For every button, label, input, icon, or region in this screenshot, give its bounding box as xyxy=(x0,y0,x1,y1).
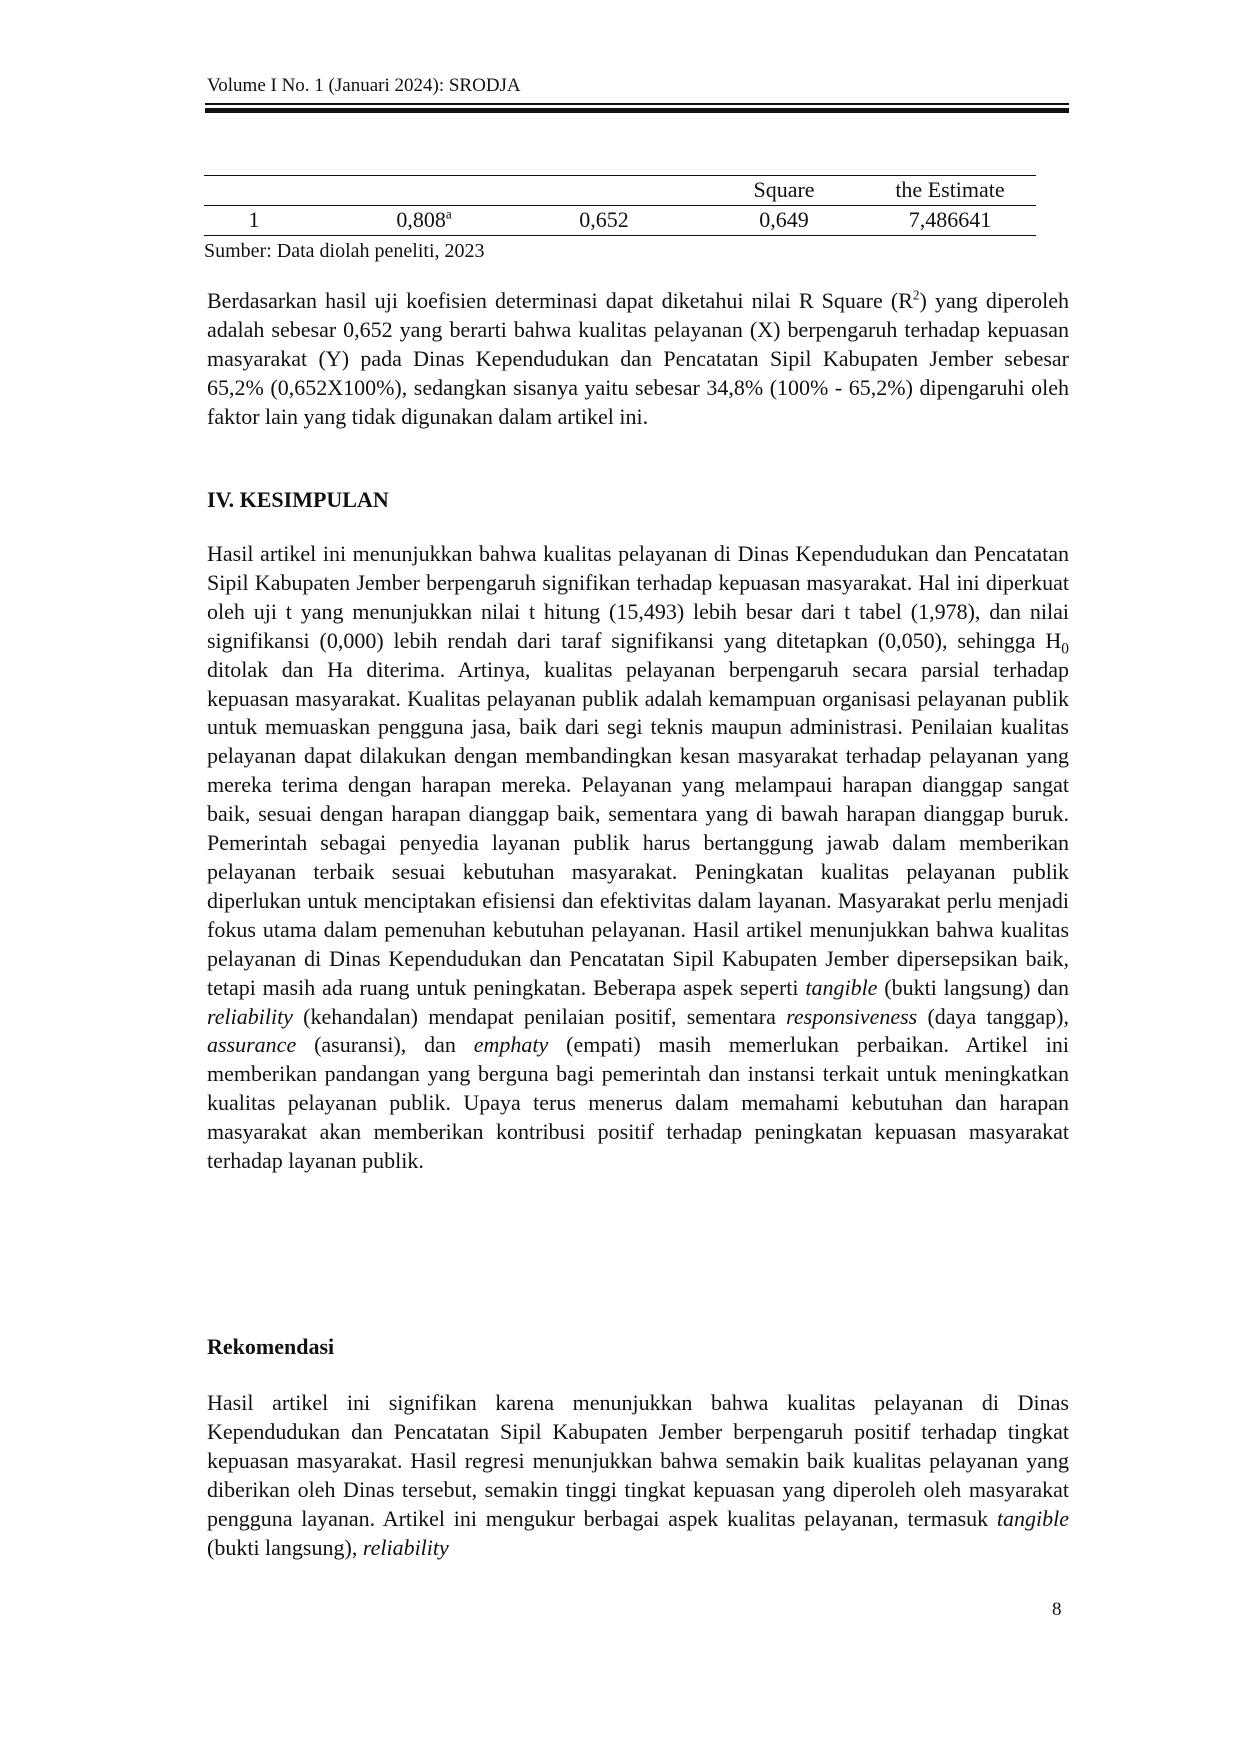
cell-r-square: 0,652 xyxy=(579,207,629,232)
subheading-rekomendasi: Rekomendasi xyxy=(207,1334,335,1359)
header-rule-thick xyxy=(205,108,1069,113)
page-number: 8 xyxy=(1052,1599,1062,1620)
cell-model: 1 xyxy=(248,207,260,232)
cell-std-error: 7,486641 xyxy=(908,207,992,232)
section-heading-kesimpulan: IV. KESIMPULAN xyxy=(207,487,389,512)
cell-r: 0,808$^a$ xyxy=(396,206,452,232)
cell-adjusted-r-square: 0,649 xyxy=(759,207,809,232)
table-rule-top xyxy=(204,175,1036,176)
header-cell-estimate: the Estimate xyxy=(895,177,1005,202)
table-source-note: Sumber: Data diolah peneliti, 2023 xyxy=(204,240,485,262)
running-header: Volume I No. 1 (Januari 2024): SRODJA xyxy=(207,75,521,96)
paragraph-conclusion: Hasil artikel ini menunjukkan bahwa kualitas pelayanan di Dinas Kependudukan dan Pencatatan Sipil Kabupaten Jember berpengaruh signifikan terhadap kepuasan masyarakat. Hal ini diperkuat oleh uji t yang menunjukkan nilai t hitung (15,493) lebih besar dari t tabel (1,978), dan nilai signifikansi (0,000) lebih rendah dari taraf signifikansi yang ditetapkan (0,050), sehingga $H_0$ ditolak dan Ha diterima. Artinya, kualitas pelayanan berpengaruh secara parsial terhadap kepuasan masyarakat. Kualitas pelayanan publik adalah kemampuan organisasi pelayanan publik untuk memuaskan pengguna jasa, baik dari segi teknis maupun administrasi. Penilaian kualitas pelayanan dapat dilakukan dengan membandingkan kesan masyarakat terhadap pelayanan yang mereka terima dengan harapan mereka. Pelayanan yang melampaui harapan dianggap sangat baik, sesuai dengan harapan dianggap baik, sementara yang di bawah harapan dianggap buruk. Pemerintah sebagai penyedia layanan publik harus bertanggung jawab dalam memberikan pelayanan terbaik sesuai kebutuhan masyarakat. Peningkatan kualitas pelayanan publik diperlukan untuk menciptakan efisiensi dan efektivitas dalam layanan. Masyarakat perlu menjadi fokus utama dalam pemenuhan kebutuhan pelayanan. Hasil artikel menunjukkan bahwa kualitas pelayanan di Dinas Kependudukan dan Pencatatan Sipil Kabupaten Jember dipersepsikan baik, tetapi masih ada ruang untuk peningkatan. Beberapa aspek seperti tangible (bukti langsung) dan reliability (kehandalan) mendapat penilaian positif, sementara responsiveness (daya tanggap), assurance (asuransi), dan emphaty (empati) masih memerlukan perbaikan. Artikel ini memberikan pandangan yang berguna bagi pemerintah dan instansi terkait untuk meningkatkan kualitas pelayanan publik. Upaya terus menerus dalam memahami kebutuhan dan harapan masyarakat akan memberikan kontribusi positif terhadap peningkatan kepuasan masyarakat terhadap layanan publik. xyxy=(207,541,1069,1174)
paragraph-determination: Berdasarkan hasil uji koefisien determinasi dapat diketahui nilai R Square $(R^2)$ yang diperoleh adalah sebesar 0,652 yang berarti bahwa kualitas pelayanan (X) berpengaruh terhadap kepuasan masyarakat (Y) pada Dinas Kependudukan dan Pencatatan Sipil Kabupaten Jember sebesar 65,2% (0,652X100%), sedangkan sisanya yaitu sebesar 34,8% (100% - 65,2%) dipengaruhi oleh faktor lain yang tidak digunakan dalam artikel ini. xyxy=(207,287,1069,429)
table-rule-mid xyxy=(204,205,1036,206)
header-rule-thin xyxy=(205,103,1069,105)
table-rule-bottom xyxy=(204,235,1036,236)
paragraph-recommendation: Hasil artikel ini signifikan karena menunjukkan bahwa kualitas pelayanan di Dinas Kependudukan dan Pencatatan Sipil Kabupaten Jember berpengaruh positif terhadap tingkat kepuasan masyarakat. Hasil regresi menunjukkan bahwa semakin baik kualitas pelayanan yang diberikan oleh Dinas tersebut, semakin tinggi tingkat kepuasan yang diperoleh oleh masyarakat pengguna layanan. Artikel ini mengukur berbagai aspek kualitas pelayanan, termasuk tangible (bukti langsung), reliability xyxy=(207,1390,1069,1560)
header-cell-square: Square xyxy=(753,177,815,202)
